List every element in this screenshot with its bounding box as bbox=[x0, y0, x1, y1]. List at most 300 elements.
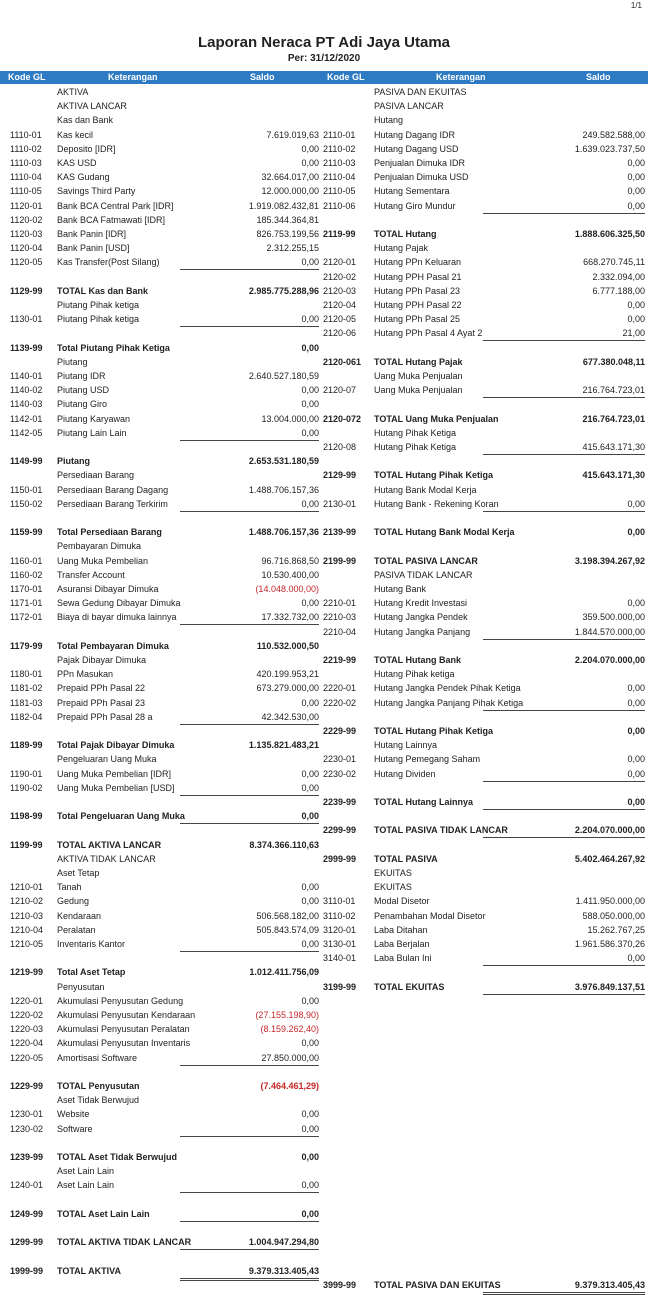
balance-row bbox=[323, 383, 645, 397]
saldo-amount: 17.332.732,00 bbox=[180, 610, 319, 625]
description: Hutang Bank Modal Kerja bbox=[374, 484, 477, 495]
gl-code: 1120-01 bbox=[10, 200, 43, 211]
description: TOTAL AKTIVA TIDAK LANCAR bbox=[57, 1237, 192, 1248]
balance-row bbox=[323, 894, 645, 908]
gl-code: 1219-99 bbox=[10, 967, 44, 978]
description: Uang Muka Pembelian [IDR] bbox=[57, 768, 172, 779]
gl-code: 1110-02 bbox=[10, 143, 42, 154]
saldo-amount: 0,00 bbox=[627, 683, 645, 694]
gl-code: 2110-03 bbox=[323, 158, 356, 168]
balance-row bbox=[323, 99, 645, 113]
balance-row bbox=[323, 951, 645, 965]
description: TOTAL PASIVA DAN EKUITAS bbox=[374, 1279, 501, 1290]
balance-row bbox=[10, 1022, 319, 1036]
description: PPn Masukan bbox=[57, 669, 114, 680]
balance-row bbox=[10, 284, 319, 298]
description: Piutang Pihak ketiga bbox=[57, 314, 140, 325]
description: AKTIVA TIDAK LANCAR bbox=[57, 853, 156, 864]
balance-row bbox=[323, 653, 645, 667]
saldo-amount: 0,00 bbox=[627, 726, 645, 736]
saldo-amount: 0,00 bbox=[483, 696, 645, 711]
description: Total Pengeluaran Uang Muka bbox=[57, 811, 185, 822]
description: Laba Berjalan bbox=[374, 939, 430, 949]
saldo-amount: 13.004.000,00 bbox=[261, 413, 319, 424]
balance-row bbox=[10, 1150, 319, 1164]
description: Hutang Giro Mundur bbox=[374, 200, 456, 211]
saldo-amount: 3.976.849.137,51 bbox=[483, 980, 645, 995]
gl-code: 1110-04 bbox=[10, 172, 42, 183]
gl-code: 2120-01 bbox=[323, 257, 357, 268]
gl-code: 1230-01 bbox=[10, 1109, 44, 1120]
gl-code: 3199-99 bbox=[323, 981, 357, 992]
description: Uang Muka Penjualan bbox=[374, 371, 463, 381]
balance-row bbox=[10, 653, 310, 667]
saldo-amount: 677.380.048,11 bbox=[582, 356, 645, 367]
description: Piutang Giro bbox=[57, 399, 108, 410]
balance-row bbox=[10, 412, 319, 426]
description: TOTAL Penyusutan bbox=[57, 1081, 140, 1091]
saldo-amount: 42.342.530,00 bbox=[180, 710, 319, 725]
gl-code: 2999-99 bbox=[323, 853, 357, 864]
gl-code: 3140-01 bbox=[323, 953, 357, 964]
saldo-amount: 1.012.411.756,09 bbox=[249, 967, 319, 978]
balance-row bbox=[10, 1235, 319, 1249]
gl-code: 1120-03 bbox=[10, 229, 43, 239]
gl-code: 1181-02 bbox=[10, 683, 43, 694]
description: Laba Ditahan bbox=[374, 924, 428, 935]
gl-code: 1180-01 bbox=[10, 669, 43, 680]
gl-code: 1110-03 bbox=[10, 158, 42, 168]
balance-row bbox=[10, 1178, 319, 1192]
gl-code: 3999-99 bbox=[323, 1279, 357, 1290]
gl-code: 1230-02 bbox=[10, 1123, 44, 1134]
saldo-amount: 0,00 bbox=[483, 497, 645, 512]
gl-code: 3120-01 bbox=[323, 924, 357, 935]
page-number: 1/1 bbox=[630, 1, 642, 10]
balance-row bbox=[323, 525, 645, 539]
header-keterangan: Keterangan bbox=[436, 72, 486, 82]
description: TOTAL Hutang Pihak Ketiga bbox=[374, 726, 494, 736]
saldo-amount: 10.530.400,00 bbox=[261, 569, 319, 580]
description: Prepaid PPh Pasal 22 bbox=[57, 683, 146, 694]
balance-row bbox=[323, 440, 645, 454]
description: Pajak Dibayar Dimuka bbox=[57, 655, 147, 665]
balance-row bbox=[10, 1008, 319, 1022]
description: TOTAL Aset Tidak Berwujud bbox=[57, 1152, 178, 1162]
gl-code: 2139-99 bbox=[323, 527, 357, 538]
balance-row bbox=[10, 596, 319, 610]
balance-row bbox=[10, 227, 319, 241]
description: Prepaid PPh Pasal 23 bbox=[57, 697, 146, 708]
saldo-amount: 0,00 bbox=[301, 1109, 319, 1120]
gl-code: 1190-02 bbox=[10, 782, 43, 793]
gl-code: 1210-03 bbox=[10, 910, 44, 921]
saldo-amount: (7.464.461,29) bbox=[260, 1081, 319, 1091]
left-table-header bbox=[0, 71, 321, 84]
balance-row bbox=[10, 838, 319, 852]
saldo-amount: 2.985.775.288,96 bbox=[248, 285, 319, 296]
saldo-amount: 0,00 bbox=[483, 951, 645, 966]
gl-code: 1159-99 bbox=[10, 527, 43, 538]
description: TOTAL Kas dan Bank bbox=[57, 285, 149, 296]
description: Total Persediaan Barang bbox=[57, 527, 162, 538]
gl-code: 2120-072 bbox=[323, 413, 362, 424]
saldo-amount: 6.777.188,00 bbox=[592, 285, 645, 296]
saldo-amount: 0,00 bbox=[301, 697, 319, 708]
balance-row bbox=[323, 852, 645, 866]
balance-row bbox=[10, 298, 310, 312]
balance-row bbox=[323, 767, 645, 781]
description: TOTAL Hutang Bank Modal Kerja bbox=[374, 527, 515, 538]
description: Aset Lain Lain bbox=[57, 1166, 115, 1177]
saldo-amount: 0,00 bbox=[301, 882, 319, 893]
description: Piutang IDR bbox=[57, 371, 106, 381]
saldo-amount: 1.488.706.157,36 bbox=[248, 484, 319, 495]
balance-row bbox=[10, 1051, 319, 1065]
gl-code: 2120-08 bbox=[323, 442, 357, 452]
saldo-amount: 0,00 bbox=[627, 754, 645, 765]
gl-code: 1220-01 bbox=[10, 995, 44, 1006]
header-saldo: Saldo bbox=[586, 72, 611, 82]
description: Hutang Lainnya bbox=[374, 740, 438, 751]
description: Total Aset Tetap bbox=[57, 967, 126, 978]
balance-row bbox=[10, 568, 319, 582]
saldo-amount: 2.312.255,15 bbox=[266, 243, 319, 254]
gl-code: 2299-99 bbox=[323, 825, 357, 836]
gl-code: 1181-03 bbox=[10, 697, 43, 708]
gl-code: 2120-03 bbox=[323, 285, 357, 296]
saldo-amount: 1.888.606.325,50 bbox=[574, 229, 645, 239]
balance-row bbox=[10, 1093, 310, 1107]
balance-row bbox=[323, 170, 645, 184]
gl-code: 2110-05 bbox=[323, 186, 356, 197]
balance-row bbox=[10, 752, 310, 766]
description: Persediaan Barang Dagang bbox=[57, 484, 169, 495]
description: Hutang Kredit Investasi bbox=[374, 598, 468, 609]
balance-row bbox=[10, 880, 319, 894]
saldo-amount: 216.764.723,01 bbox=[483, 383, 645, 398]
saldo-amount: 505.843.574,09 bbox=[256, 924, 319, 935]
description: Akumulasi Penyusutan Peralatan bbox=[57, 1024, 190, 1035]
balance-row bbox=[10, 184, 319, 198]
balance-row bbox=[323, 568, 645, 582]
description: Hutang Pihak Ketiga bbox=[374, 442, 457, 452]
description: Biaya di bayar dimuka lainnya bbox=[57, 612, 177, 623]
balance-row bbox=[323, 497, 645, 511]
balance-row bbox=[10, 937, 319, 951]
saldo-amount: 2.204.070.000,00 bbox=[483, 823, 645, 838]
description: PASIVA TIDAK LANCAR bbox=[374, 569, 473, 580]
balance-row bbox=[323, 681, 645, 695]
balance-row bbox=[10, 923, 319, 937]
balance-row bbox=[323, 582, 645, 596]
saldo-amount: 7.619.019,63 bbox=[266, 129, 319, 140]
header-saldo: Saldo bbox=[250, 72, 275, 82]
description: Hutang Pihak ketiga bbox=[374, 669, 455, 680]
balance-row bbox=[10, 128, 319, 142]
gl-code: 2220-02 bbox=[323, 697, 357, 708]
saldo-amount: 1.639.023.737,50 bbox=[574, 143, 645, 154]
description: Total Piutang Pihak Ketiga bbox=[57, 342, 170, 353]
description: TOTAL Hutang bbox=[374, 229, 437, 239]
saldo-amount: 21,00 bbox=[483, 326, 645, 341]
description: Tanah bbox=[57, 882, 82, 893]
saldo-amount: 420.199.953,21 bbox=[256, 669, 319, 680]
balance-row bbox=[10, 767, 319, 781]
balance-row bbox=[10, 710, 319, 724]
gl-code: 1198-99 bbox=[10, 811, 43, 822]
description: TOTAL Uang Muka Penjualan bbox=[374, 413, 499, 424]
balance-row bbox=[323, 738, 645, 752]
balance-row bbox=[323, 312, 645, 326]
balance-row bbox=[323, 667, 645, 681]
gl-code: 1220-03 bbox=[10, 1024, 44, 1035]
saldo-amount: 0,00 bbox=[180, 809, 319, 824]
saldo-amount: 1.411.950.000,00 bbox=[575, 896, 645, 907]
header-kode-gl: Kode GL bbox=[327, 72, 365, 82]
gl-code: 2230-01 bbox=[323, 754, 357, 765]
description: Hutang Dagang IDR bbox=[374, 129, 456, 140]
gl-code: 2120-02 bbox=[323, 271, 357, 282]
balance-row bbox=[323, 184, 645, 198]
gl-code: 1160-02 bbox=[10, 569, 43, 580]
description: Piutang Lain Lain bbox=[57, 427, 127, 438]
saldo-amount: (8.159.262,40) bbox=[260, 1024, 319, 1035]
balance-row bbox=[323, 270, 645, 284]
balance-row bbox=[10, 554, 319, 568]
balance-row bbox=[10, 681, 319, 695]
gl-code: 1210-04 bbox=[10, 924, 44, 935]
saldo-amount: 0,00 bbox=[301, 995, 319, 1006]
balance-row bbox=[323, 625, 645, 639]
description: Pengeluaran Uang Muka bbox=[57, 754, 157, 765]
balance-row bbox=[323, 752, 645, 766]
balance-row bbox=[323, 426, 645, 440]
balance-row bbox=[10, 639, 319, 653]
description: TOTAL AKTIVA bbox=[57, 1265, 121, 1276]
gl-code: 1999-99 bbox=[10, 1265, 44, 1276]
description: Laba Bulan Ini bbox=[374, 953, 432, 964]
description: Hutang Jangka Panjang Pihak Ketiga bbox=[374, 697, 524, 708]
gl-code: 2220-01 bbox=[323, 683, 357, 694]
saldo-amount: 249.582.588,00 bbox=[582, 129, 645, 140]
description: TOTAL Hutang Bank bbox=[374, 655, 462, 665]
balance-row bbox=[10, 965, 319, 979]
saldo-amount: 0,00 bbox=[180, 1122, 319, 1137]
balance-row bbox=[323, 85, 645, 99]
description: Amortisasi Software bbox=[57, 1052, 138, 1063]
saldo-amount: 0,00 bbox=[180, 312, 319, 327]
balance-row bbox=[323, 980, 645, 994]
gl-code: 1172-01 bbox=[10, 612, 43, 623]
description: Bank BCA Central Park [IDR] bbox=[57, 200, 174, 211]
description: Uang Muka Penjualan bbox=[374, 385, 463, 396]
saldo-amount: 32.664.017,00 bbox=[261, 172, 319, 183]
description: Aset Tetap bbox=[57, 868, 100, 878]
saldo-amount: 12.000.000,00 bbox=[261, 186, 319, 197]
balance-row bbox=[10, 355, 310, 369]
description: Bank Panin [USD] bbox=[57, 243, 130, 254]
balance-row bbox=[323, 596, 645, 610]
gl-code: 2120-05 bbox=[323, 314, 357, 325]
description: Hutang Jangka Panjang bbox=[374, 626, 471, 637]
saldo-amount: (27.155.198,90) bbox=[255, 1010, 319, 1020]
description: Hutang Bank - Rekening Koran bbox=[374, 498, 499, 509]
gl-code: 1139-99 bbox=[10, 342, 43, 353]
balance-row bbox=[10, 255, 319, 269]
description: Penyusutan bbox=[57, 981, 105, 992]
description: Software bbox=[57, 1123, 93, 1134]
description: Website bbox=[57, 1109, 90, 1120]
saldo-amount: 0,00 bbox=[627, 158, 645, 168]
saldo-amount: 3.198.394.267,92 bbox=[574, 555, 645, 566]
balance-row bbox=[323, 696, 645, 710]
gl-code: 1160-01 bbox=[10, 555, 43, 566]
balance-row bbox=[323, 369, 645, 383]
balance-row bbox=[10, 1264, 319, 1278]
description: TOTAL Hutang Pihak Ketiga bbox=[374, 470, 494, 481]
description: PASIVA DAN EKUITAS bbox=[374, 87, 467, 97]
gl-code: 3110-02 bbox=[323, 910, 356, 921]
description: Hutang Pajak bbox=[374, 243, 429, 254]
balance-row bbox=[323, 554, 645, 568]
balance-row bbox=[323, 199, 645, 213]
gl-code: 1130-01 bbox=[10, 314, 43, 325]
balance-row bbox=[10, 241, 319, 255]
balance-row bbox=[10, 994, 319, 1008]
gl-code: 2119-99 bbox=[323, 229, 356, 239]
balance-row bbox=[323, 823, 645, 837]
saldo-amount: 668.270.745,11 bbox=[583, 257, 645, 268]
description: Kas Transfer(Post Silang) bbox=[57, 257, 160, 268]
description: Hutang PPH Pasal 22 bbox=[374, 300, 462, 310]
description: Piutang bbox=[57, 456, 90, 467]
saldo-amount: 826.753.199,56 bbox=[256, 229, 319, 239]
description: Prepaid PPh Pasal 28 a bbox=[57, 711, 153, 722]
saldo-amount: 96.716.868,50 bbox=[261, 555, 319, 566]
description: AKTIVA bbox=[57, 87, 89, 97]
right-table-header bbox=[321, 71, 648, 84]
description: Transfer Account bbox=[57, 569, 125, 580]
balance-row bbox=[10, 866, 310, 880]
balance-row bbox=[323, 227, 645, 241]
balance-row bbox=[323, 937, 645, 951]
balance-row bbox=[323, 724, 645, 738]
saldo-amount: 1.961.586.370,26 bbox=[574, 939, 645, 949]
balance-row bbox=[10, 99, 310, 113]
description: Hutang Jangka Pendek bbox=[374, 612, 468, 623]
balance-row bbox=[10, 397, 319, 411]
saldo-amount: 185.344.364,81 bbox=[256, 214, 319, 225]
description: Uang Muka Pembelian bbox=[57, 555, 149, 566]
gl-code: 1199-99 bbox=[10, 839, 43, 850]
gl-code: 1190-01 bbox=[10, 768, 43, 779]
saldo-amount: 415.643.171,30 bbox=[582, 470, 645, 481]
balance-row bbox=[323, 128, 645, 142]
saldo-amount: 9.379.313.405,43 bbox=[483, 1278, 645, 1295]
description: Hutang Sementara bbox=[374, 186, 450, 197]
balance-row bbox=[10, 582, 319, 596]
balance-row bbox=[323, 412, 645, 426]
description: Modal Disetor bbox=[374, 896, 430, 907]
gl-code: 1229-99 bbox=[10, 1081, 44, 1091]
description: Penambahan Modal Disetor bbox=[374, 910, 486, 921]
saldo-amount: 0,00 bbox=[627, 527, 645, 538]
gl-code: 3130-01 bbox=[323, 939, 357, 949]
gl-code: 2110-04 bbox=[323, 172, 356, 183]
gl-code: 2210-04 bbox=[323, 626, 357, 637]
gl-code: 2110-02 bbox=[323, 143, 356, 154]
balance-row bbox=[323, 255, 645, 269]
gl-code: 2120-061 bbox=[323, 356, 362, 367]
description: Piutang bbox=[57, 356, 88, 367]
balance-row bbox=[10, 809, 319, 823]
report-period: Per: 31/12/2020 bbox=[287, 53, 361, 64]
balance-row bbox=[323, 795, 645, 809]
balance-row bbox=[10, 369, 319, 383]
balance-row bbox=[10, 483, 319, 497]
saldo-amount: 506.568.182,00 bbox=[256, 910, 319, 921]
balance-row bbox=[323, 468, 645, 482]
gl-code: 2110-01 bbox=[323, 129, 356, 140]
balance-row bbox=[323, 909, 645, 923]
gl-code: 1179-99 bbox=[10, 640, 43, 651]
saldo-amount: 0,00 bbox=[483, 767, 645, 782]
description: TOTAL Aset Lain Lain bbox=[57, 1208, 150, 1219]
saldo-amount: 0,00 bbox=[301, 1038, 319, 1049]
saldo-amount: 0,00 bbox=[301, 342, 319, 353]
balance-row bbox=[323, 113, 645, 127]
saldo-amount: 1.844.570.000,00 bbox=[483, 625, 645, 640]
gl-code: 2120-04 bbox=[323, 300, 357, 310]
description: KAS Gudang bbox=[57, 172, 110, 183]
saldo-amount: 0,00 bbox=[627, 186, 645, 197]
description: TOTAL PASIVA TIDAK LANCAR bbox=[374, 825, 508, 836]
description: EKUITAS bbox=[374, 868, 412, 878]
description: Aset Tidak Berwujud bbox=[57, 1095, 140, 1106]
saldo-amount: 0,00 bbox=[627, 172, 645, 183]
balance-row bbox=[323, 142, 645, 156]
gl-code: 1140-02 bbox=[10, 385, 43, 396]
description: TOTAL PASIVA bbox=[374, 853, 438, 864]
saldo-amount: (14.048.000,00) bbox=[255, 584, 319, 594]
saldo-amount: 1.135.821.483,21 bbox=[248, 740, 319, 751]
gl-code: 2229-99 bbox=[323, 726, 357, 736]
gl-code: 2219-99 bbox=[323, 655, 357, 665]
header-kode-gl: Kode GL bbox=[8, 72, 46, 82]
balance-row bbox=[323, 923, 645, 937]
gl-code: 3110-01 bbox=[323, 896, 356, 907]
balance-row bbox=[323, 880, 645, 894]
gl-code: 1149-99 bbox=[10, 456, 43, 467]
description: Hutang Dividen bbox=[374, 768, 436, 779]
description: Total Pembayaran Dimuka bbox=[57, 640, 169, 651]
gl-code: 1210-02 bbox=[10, 896, 44, 907]
balance-row bbox=[10, 468, 310, 482]
description: TOTAL EKUITAS bbox=[374, 981, 445, 992]
balance-row bbox=[323, 298, 645, 312]
balance-row bbox=[10, 610, 319, 624]
gl-code: 1140-01 bbox=[10, 371, 43, 381]
saldo-amount: 1.919.082.432,81 bbox=[248, 200, 319, 211]
description: AKTIVA LANCAR bbox=[57, 101, 127, 112]
description: Uang Muka Pembelian [USD] bbox=[57, 782, 175, 793]
gl-code: 2210-01 bbox=[323, 598, 357, 609]
gl-code: 1249-99 bbox=[10, 1208, 44, 1219]
description: TOTAL Hutang Lainnya bbox=[374, 797, 474, 807]
saldo-amount: 27.850.000,00 bbox=[180, 1051, 319, 1066]
gl-code: 2110-06 bbox=[323, 200, 356, 211]
